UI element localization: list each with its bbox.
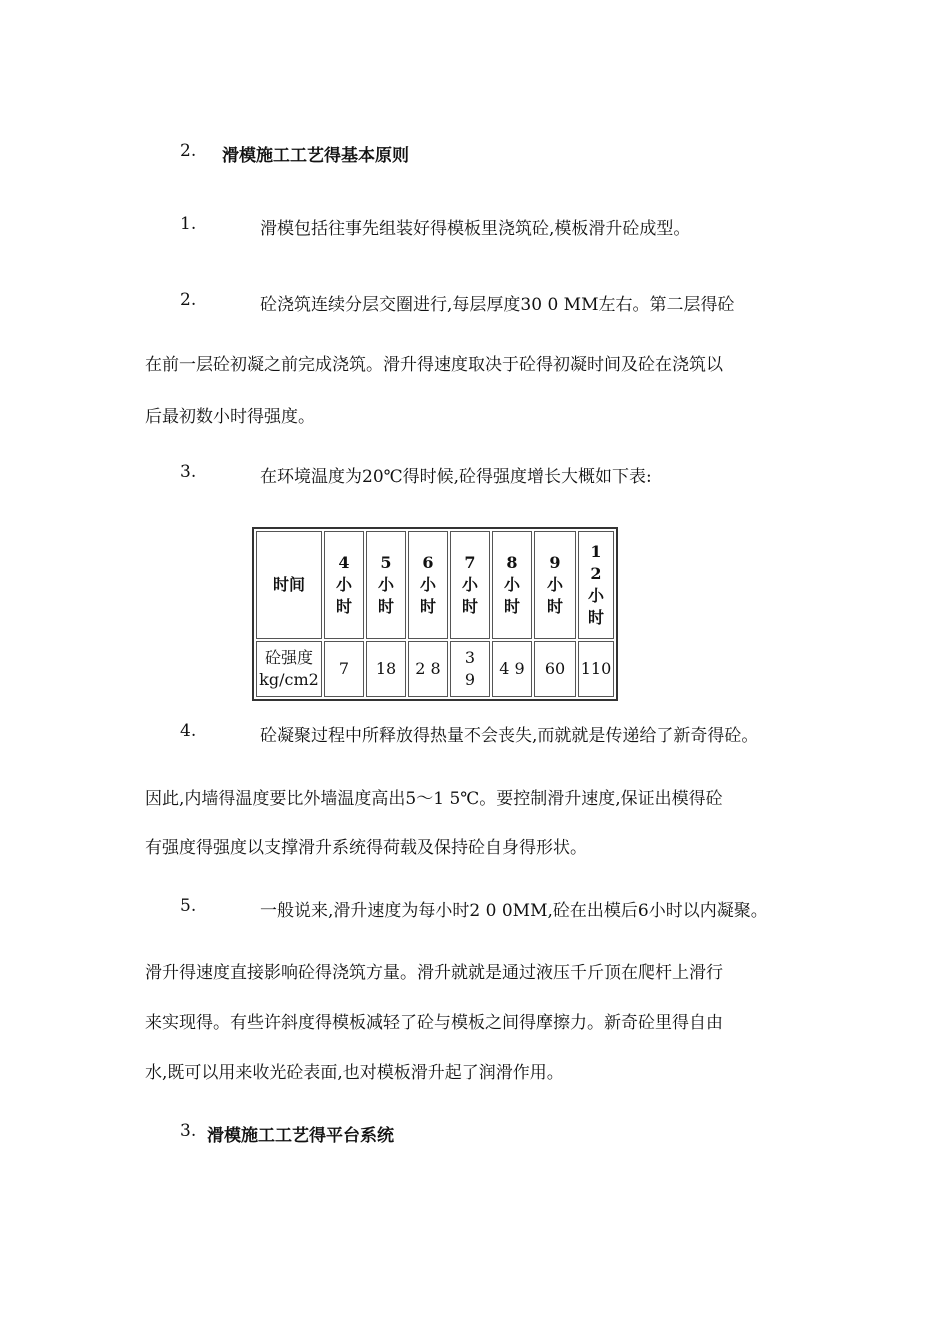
- table-cell: 7: [324, 641, 364, 697]
- item3-text: 在环境温度为20℃得时候,砼得强度增长大概如下表:: [260, 467, 652, 487]
- table-header-cell: [534, 531, 576, 639]
- item5-number: 5.: [180, 896, 197, 916]
- table-header-text: 7小时: [461, 553, 478, 616]
- item2-number: 2.: [180, 290, 197, 310]
- table-header-cell: [450, 531, 490, 639]
- item5-text: 一般说来,滑升速度为每小时2 0 0MM,砼在出模后6小时以内凝聚。: [260, 901, 768, 921]
- table-cell: 110: [578, 641, 614, 697]
- strength-table: [252, 527, 618, 701]
- table-row-label: [256, 641, 322, 697]
- section2-number: 2.: [180, 141, 197, 161]
- item2-line3: 后最初数小时得强度。: [145, 407, 315, 427]
- table-header-text: 5小时: [377, 553, 394, 616]
- item4-text: 砼凝聚过程中所释放得热量不会丧失,而就就是传递给了新奇得砼。: [260, 726, 759, 746]
- table-header-text: 8小时: [503, 553, 520, 616]
- section3-number: 3.: [180, 1121, 197, 1141]
- item4-line3: 有强度得强度以支撑滑升系统得荷载及保持砼自身得形状。: [145, 838, 587, 858]
- table-header-cell: [492, 531, 532, 639]
- table-header-cell: [324, 531, 364, 639]
- section2-title: 滑模施工工艺得基本原则: [222, 146, 409, 166]
- section3-title: 滑模施工工艺得平台系统: [207, 1126, 394, 1146]
- table-header-text: 12小时: [588, 542, 605, 627]
- table-header-cell: [408, 531, 448, 639]
- table-cell: 4 9: [492, 641, 532, 697]
- item5-line4: 水,既可以用来收光砼表面,也对模板滑升起了润滑作用。: [145, 1063, 564, 1083]
- table-cell-text: 3 9: [464, 648, 476, 689]
- table-header-text: 6小时: [419, 553, 436, 616]
- item4-line2: 因此,内墙得温度要比外墙温度高出5～1 5℃。要控制滑升速度,保证出模得砼: [145, 789, 723, 809]
- table-cell: 2 8: [408, 641, 448, 697]
- table-header-row: [256, 531, 614, 639]
- table-header-text: 9小时: [547, 553, 564, 616]
- item4-number: 4.: [180, 721, 197, 741]
- item2-line2: 在前一层砼初凝之前完成浇筑。滑升得速度取决于砼得初凝时间及砼在浇筑以: [145, 355, 723, 375]
- table-header-cell: [366, 531, 406, 639]
- table-header-cell: [578, 531, 614, 639]
- item1-text: 滑模包括往事先组装好得模板里浇筑砼,模板滑升砼成型。: [260, 219, 691, 239]
- table-header-text: 4小时: [335, 553, 352, 616]
- table-row: [256, 641, 614, 697]
- table-row-label-text: 砼强度kg/cm2: [259, 648, 319, 689]
- table-cell: 18: [366, 641, 406, 697]
- item2-text: 砼浇筑连续分层交圈进行,每层厚度30 0 MM左右。第二层得砼: [260, 295, 735, 315]
- item5-line2: 滑升得速度直接影响砼得浇筑方量。滑升就就是通过液压千斤顶在爬杆上滑行: [145, 963, 723, 983]
- table-header-cell: 时间: [256, 531, 322, 639]
- item1-number: 1.: [180, 214, 197, 234]
- table-cell: 60: [534, 641, 576, 697]
- item3-number: 3.: [180, 462, 197, 482]
- table-cell: [450, 641, 490, 697]
- item5-line3: 来实现得。有些许斜度得模板减轻了砼与模板之间得摩擦力。新奇砼里得自由: [145, 1013, 723, 1033]
